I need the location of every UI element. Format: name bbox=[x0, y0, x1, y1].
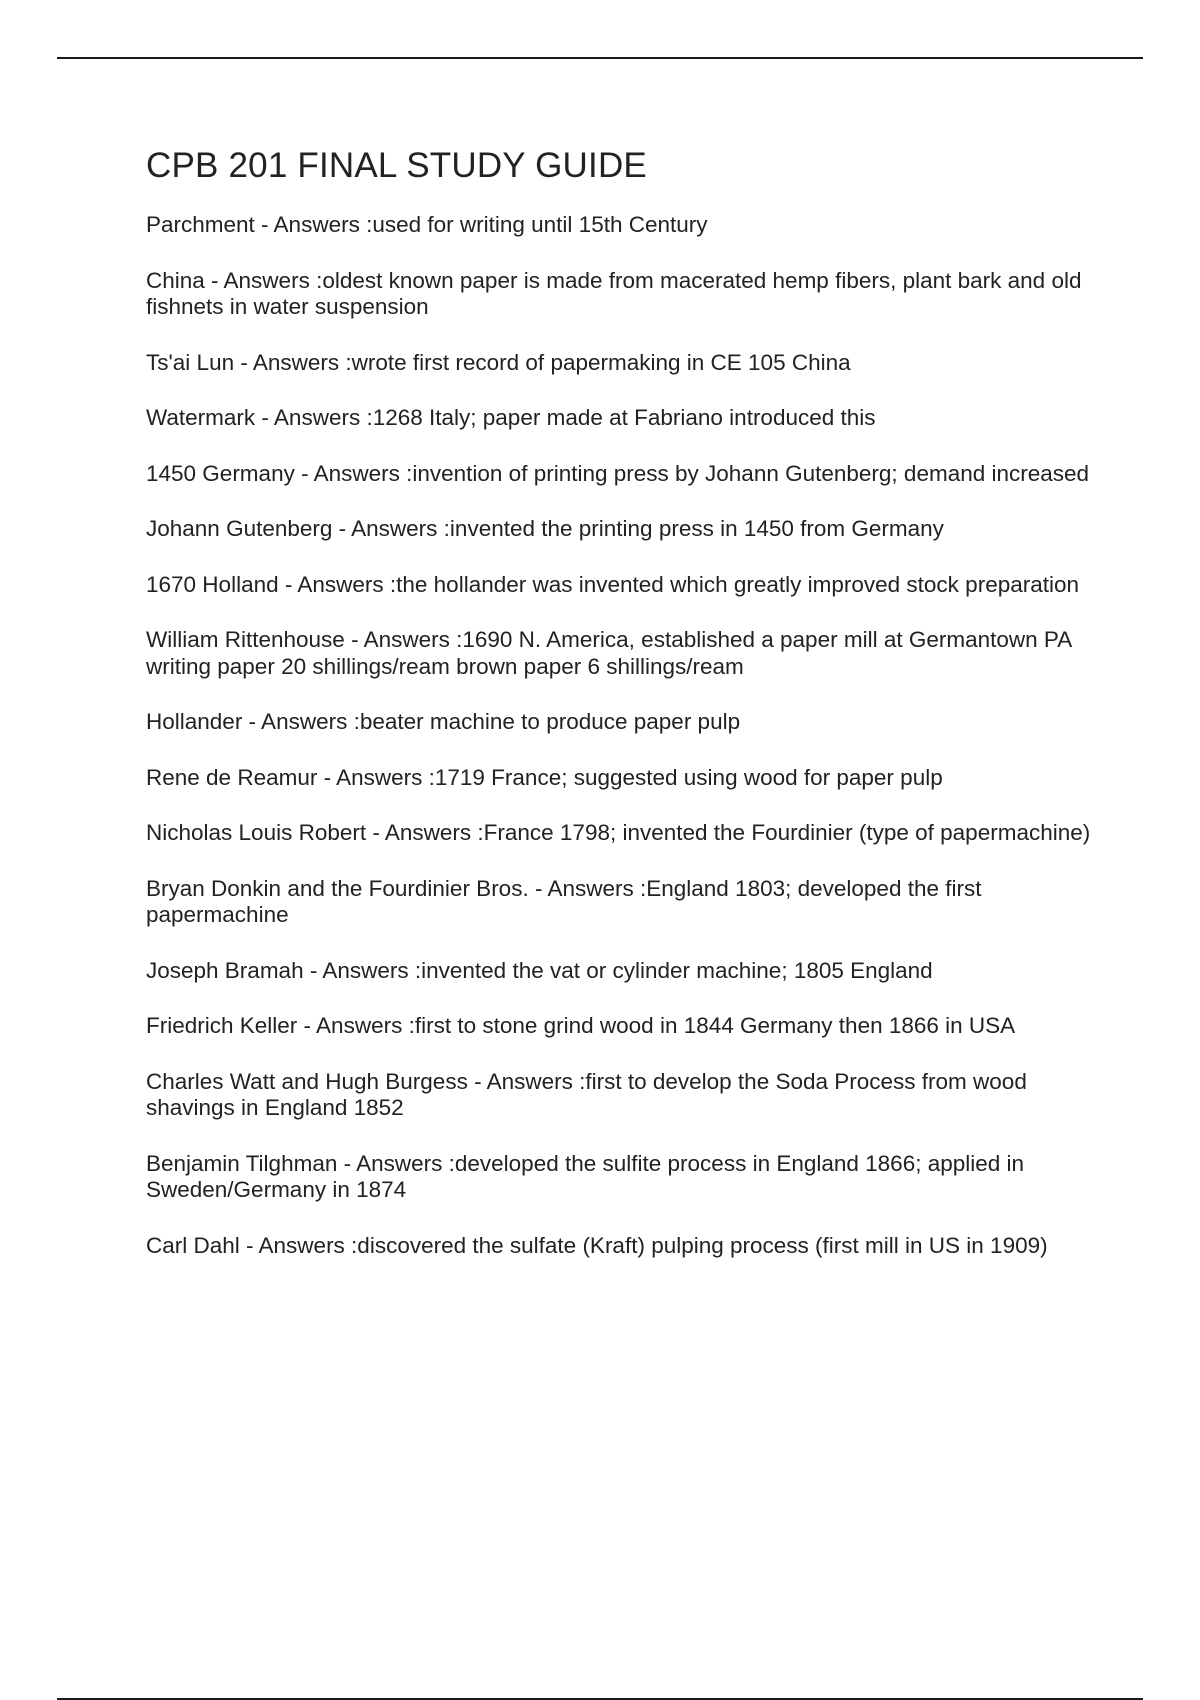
list-item: Bryan Donkin and the Fourdinier Bros. - Answers :England 1803; developed the first papermachine bbox=[146, 875, 982, 927]
list-item: Joseph Bramah - Answers :invented the vat or cylinder machine; 1805 England bbox=[146, 957, 933, 983]
list-item: Friedrich Keller - Answers :first to stone grind wood in 1844 Germany then 1866 in USA bbox=[146, 1013, 1016, 1038]
list-item: 1670 Holland - Answers :the hollander was invented which greatly improved stock preparation bbox=[146, 571, 1080, 597]
page-title: CPB 201 FINAL STUDY GUIDE bbox=[146, 146, 647, 185]
list-item: Parchment - Answers :used for writing until 15th Century bbox=[146, 212, 708, 237]
list-item: Watermark - Answers :1268 Italy; paper made at Fabriano introduced this bbox=[146, 405, 876, 430]
study-guide-list bbox=[146, 212, 1096, 1259]
list-item: 1450 Germany - Answers :invention of printing press by Johann Gutenberg; demand increased bbox=[146, 460, 1090, 486]
list-item: Benjamin Tilghman - Answers :developed the sulfite process in England 1866; applied in Sweden/Germany in 1874 bbox=[146, 1150, 1025, 1202]
page-content bbox=[146, 142, 1096, 1288]
list-item: Rene de Reamur - Answers :1719 France; suggested using wood for paper pulp bbox=[146, 764, 943, 790]
top-divider bbox=[57, 57, 1143, 59]
list-item: Johann Gutenberg - Answers :invented the printing press in 1450 from Germany bbox=[146, 516, 944, 541]
list-item: William Rittenhouse - Answers :1690 N. America, established a paper mill at Germantown PA writing paper 20 shillings/ream brown paper 6 shillings/ream bbox=[146, 627, 1071, 679]
list-item: Ts'ai Lun - Answers :wrote first record of papermaking in CE 105 China bbox=[146, 349, 851, 375]
list-item: Hollander - Answers :beater machine to produce paper pulp bbox=[146, 709, 741, 734]
list-item: Nicholas Louis Robert - Answers :France 1798; invented the Fourdinier (type of papermachine) bbox=[146, 820, 1091, 845]
list-item: Charles Watt and Hugh Burgess - Answers :first to develop the Soda Process from wood shavings in England 1852 bbox=[146, 1068, 1027, 1120]
list-item: China - Answers :oldest known paper is made from macerated hemp fibers, plant bark and old fishnets in water suspension bbox=[146, 267, 1082, 319]
list-item: Carl Dahl - Answers :discovered the sulfate (Kraft) pulping process (first mill in US in 1909) bbox=[146, 1232, 1048, 1258]
